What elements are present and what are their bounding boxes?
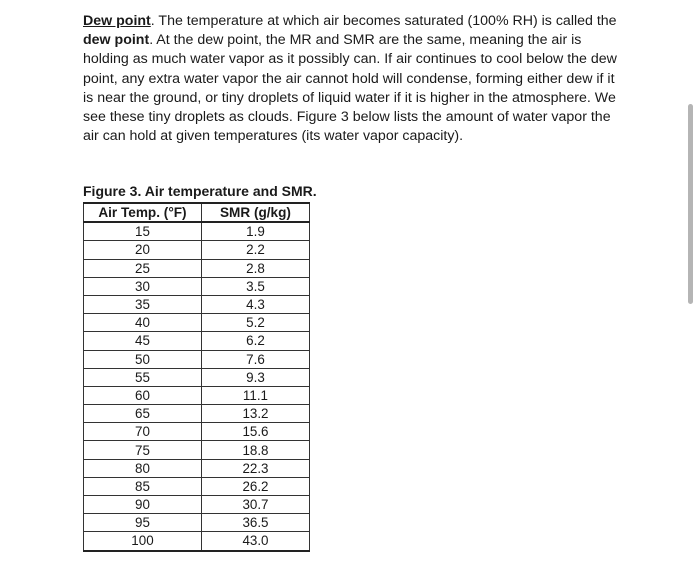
cell-air-temp: 20 xyxy=(84,241,202,259)
cell-smr: 15.6 xyxy=(201,423,309,441)
cell-air-temp: 70 xyxy=(84,423,202,441)
table-row xyxy=(84,314,310,332)
cell-smr: 18.8 xyxy=(201,441,309,459)
cell-air-temp: 75 xyxy=(84,441,202,459)
vertical-scrollbar[interactable] xyxy=(688,104,693,304)
table-row xyxy=(84,477,310,495)
cell-air-temp: 35 xyxy=(84,295,202,313)
cell-air-temp: 15 xyxy=(84,222,202,241)
dew-point-paragraph xyxy=(83,12,628,146)
table-row xyxy=(84,350,310,368)
table-row xyxy=(84,423,310,441)
cell-smr: 2.2 xyxy=(201,241,309,259)
cell-smr: 13.2 xyxy=(201,405,309,423)
table-row xyxy=(84,295,310,313)
air-temp-smr-table xyxy=(83,202,310,552)
cell-smr: 30.7 xyxy=(201,496,309,514)
figure-caption: Figure 3. Air temperature and SMR. xyxy=(83,183,317,199)
cell-smr: 11.1 xyxy=(201,386,309,404)
table-row xyxy=(84,332,310,350)
cell-smr: 3.5 xyxy=(201,277,309,295)
cell-air-temp: 90 xyxy=(84,496,202,514)
cell-smr: 43.0 xyxy=(201,532,309,551)
table-row xyxy=(84,241,310,259)
cell-smr: 6.2 xyxy=(201,332,309,350)
cell-air-temp: 45 xyxy=(84,332,202,350)
cell-air-temp: 55 xyxy=(84,368,202,386)
cell-air-temp: 85 xyxy=(84,477,202,495)
cell-smr: 9.3 xyxy=(201,368,309,386)
cell-air-temp: 50 xyxy=(84,350,202,368)
cell-smr: 7.6 xyxy=(201,350,309,368)
heading-punctuation: . xyxy=(150,13,155,29)
table-row xyxy=(84,405,310,423)
cell-air-temp: 95 xyxy=(84,514,202,532)
table-body xyxy=(84,222,310,550)
cell-air-temp: 80 xyxy=(84,459,202,477)
cell-air-temp: 60 xyxy=(84,386,202,404)
table-row xyxy=(84,386,310,404)
paragraph-text-part-1: The temperature at which air becomes saturated (100% RH) is called the xyxy=(154,13,617,29)
cell-smr: 4.3 xyxy=(201,295,309,313)
table-row xyxy=(84,259,310,277)
table-row xyxy=(84,532,310,551)
cell-smr: 1.9 xyxy=(201,222,309,241)
cell-air-temp: 40 xyxy=(84,314,202,332)
table-row xyxy=(84,496,310,514)
dew-point-heading: Dew point xyxy=(83,13,151,29)
table-row xyxy=(84,277,310,295)
cell-air-temp: 65 xyxy=(84,405,202,423)
cell-smr: 5.2 xyxy=(201,314,309,332)
table-row xyxy=(84,441,310,459)
cell-air-temp: 25 xyxy=(84,259,202,277)
cell-smr: 36.5 xyxy=(201,514,309,532)
cell-smr: 2.8 xyxy=(201,259,309,277)
cell-smr: 26.2 xyxy=(201,477,309,495)
table-header-row xyxy=(84,203,310,222)
dew-point-bold-term: dew point xyxy=(83,32,150,49)
table-row xyxy=(84,222,310,241)
header-smr: SMR (g/kg) xyxy=(201,203,309,222)
table-row xyxy=(84,368,310,386)
table-row xyxy=(84,459,310,477)
cell-smr: 22.3 xyxy=(201,459,309,477)
cell-air-temp: 100 xyxy=(84,532,202,551)
header-air-temp: Air Temp. (°F) xyxy=(84,203,202,222)
table-row xyxy=(84,514,310,532)
paragraph-text-part-2: . At the dew point, the MR and SMR are the same, meaning the air is holding as much water vapor as it possibly can. If air continues to cool below the dew point, any extra water vapor the air cannot hold will condense, forming either dew if it is near the ground, or tiny droplets of liquid water if it is higher in the atmosphere. We see these tiny droplets as clouds. Figure 3 below lists the amount of water vapor the air can hold at given temperatures (its water vapor capacity). xyxy=(83,32,617,145)
cell-air-temp: 30 xyxy=(84,277,202,295)
